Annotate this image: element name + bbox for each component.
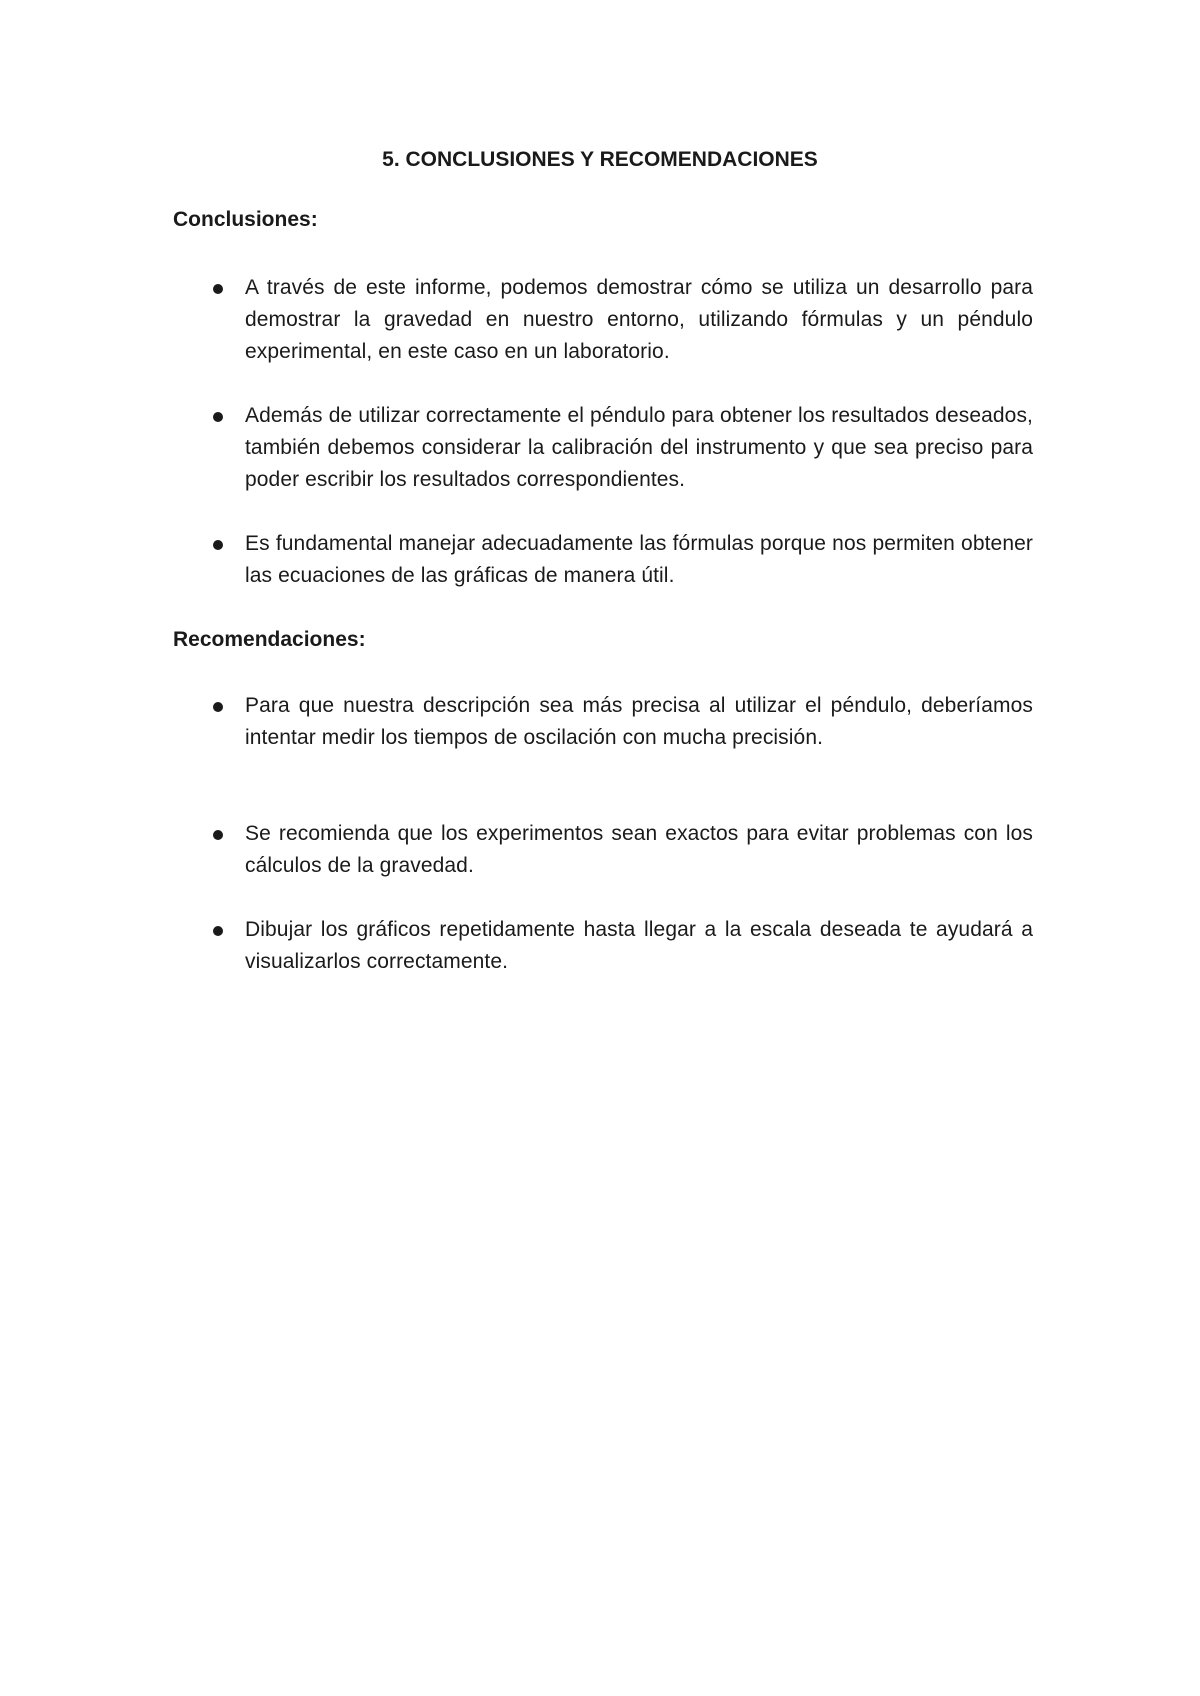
bullet-icon (213, 412, 223, 422)
conclusion-text-2: Además de utilizar correctamente el péndulo para obtener los resultados deseados, también debemos considerar la calibración del instrumento y que sea preciso para poder escribir los resultados correspondientes. (245, 404, 1033, 491)
conclusions-heading: Conclusiones: (173, 208, 318, 231)
conclusion-item-1 (173, 272, 1033, 368)
recommendations-heading: Recomendaciones: (173, 628, 366, 651)
recommendation-text-3: Dibujar los gráficos repetidamente hasta llegar a la escala deseada te ayudará a visualizarlos correctamente. (245, 918, 1033, 973)
bullet-icon (213, 702, 223, 712)
recommendation-item-1 (173, 690, 1033, 754)
bullet-icon (213, 830, 223, 840)
conclusion-item-2 (173, 400, 1033, 496)
conclusion-text-1: A través de este informe, podemos demostrar cómo se utiliza un desarrollo para demostrar la gravedad en nuestro entorno, utilizando fórmulas y un péndulo experimental, en este caso en un laboratorio. (245, 276, 1033, 363)
recommendation-item-3 (173, 914, 1033, 978)
conclusion-item-3 (173, 528, 1033, 592)
page-title: 5. CONCLUSIONES Y RECOMENDACIONES (382, 148, 818, 171)
recommendation-item-2 (173, 818, 1033, 882)
bullet-icon (213, 926, 223, 936)
bullet-icon (213, 284, 223, 294)
recommendation-text-2: Se recomienda que los experimentos sean exactos para evitar problemas con los cálculos de la gravedad. (245, 822, 1033, 877)
bullet-icon (213, 540, 223, 550)
recommendation-text-1: Para que nuestra descripción sea más precisa al utilizar el péndulo, deberíamos intentar medir los tiempos de oscilación con mucha precisión. (245, 694, 1033, 749)
conclusion-text-3: Es fundamental manejar adecuadamente las fórmulas porque nos permiten obtener las ecuaciones de las gráficas de manera útil. (245, 532, 1033, 587)
